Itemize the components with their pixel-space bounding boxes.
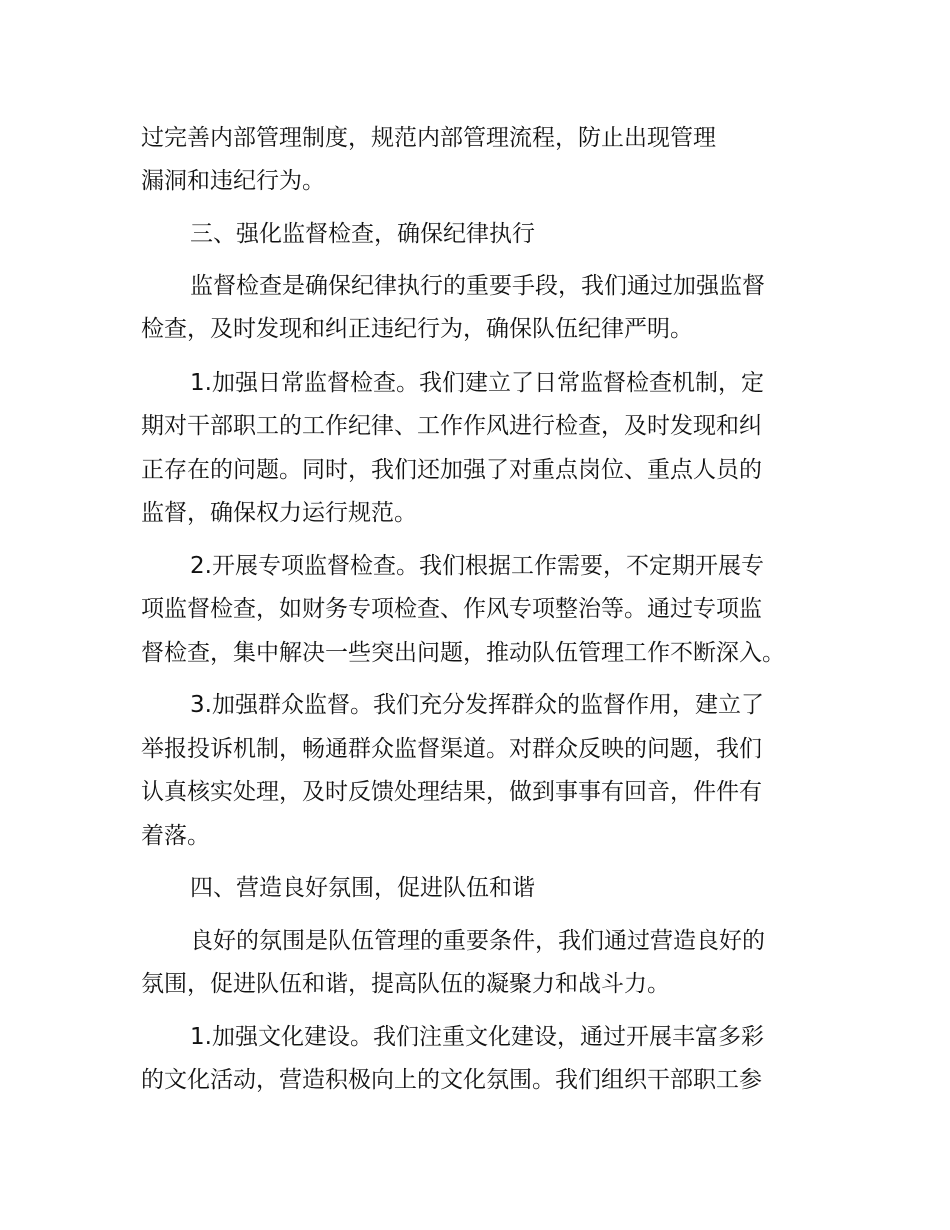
paragraph-line-18: 良好的氛围是队伍管理的重要条件，我们通过营造良好的 [190,928,765,954]
paragraph-line-21: 的文化活动，营造积极向上的文化氛围。我们组织干部职工参 [141,1067,762,1093]
paragraph-line-13: 3.加强群众监督。我们充分发挥群众的监督作用，建立了 [190,692,764,718]
paragraph-line-1: 过完善内部管理制度，规范内部管理流程，防止出现管理 [141,125,716,151]
paragraph-line-11: 项监督检查，如财务专项检查、作风专项整治等。通过专项监 [141,596,762,622]
section-heading-3: 三、强化监督检查，确保纪律执行 [190,221,535,247]
section-heading-17: 四、营造良好氛围，促进队伍和谐 [190,875,535,901]
paragraph-line-15: 认真核实处理，及时反馈处理结果，做到事事有回音，件件有 [141,779,762,805]
paragraph-line-2: 漏洞和违纪行为。 [141,168,325,194]
paragraph-line-20: 1.加强文化建设。我们注重文化建设，通过开展丰富多彩 [190,1024,764,1050]
paragraph-line-6: 1.加强日常监督检查。我们建立了日常监督检查机制，定 [190,370,764,396]
paragraph-line-7: 期对干部职工的工作纪律、工作作风进行检查，及时发现和纠 [141,413,762,439]
paragraph-line-16: 着落。 [141,823,210,849]
paragraph-line-12: 督检查，集中解决一些突出问题，推动队伍管理工作不断深入。 [141,640,785,666]
paragraph-line-8: 正存在的问题。同时，我们还加强了对重点岗位、重点人员的 [141,457,762,483]
paragraph-line-9: 监督，确保权力运行规范。 [141,500,417,526]
paragraph-line-10: 2.开展专项监督检查。我们根据工作需要，不定期开展专 [190,553,764,579]
paragraph-line-5: 检查，及时发现和纠正违纪行为，确保队伍纪律严明。 [141,316,693,342]
paragraph-line-14: 举报投诉机制，畅通群众监督渠道。对群众反映的问题，我们 [141,736,762,762]
paragraph-line-19: 氛围，促进队伍和谐，提高队伍的凝聚力和战斗力。 [141,971,670,997]
paragraph-line-4: 监督检查是确保纪律执行的重要手段，我们通过加强监督 [190,273,765,299]
